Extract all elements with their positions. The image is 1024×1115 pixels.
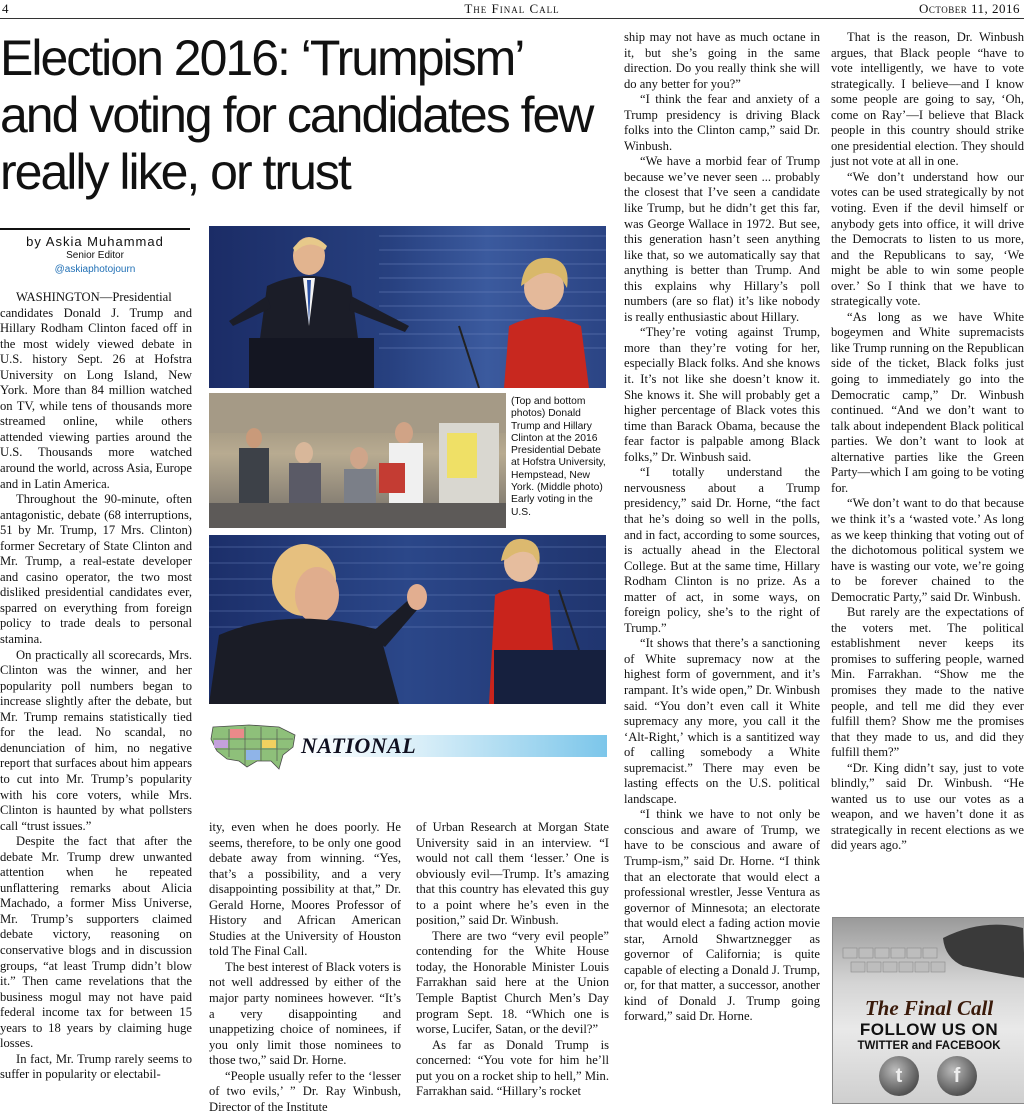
byline-role: Senior Editor <box>66 250 124 261</box>
paragraph: WASHINGTON—Presidential candidates Donald J. Trump and Hillary Rodham Clinton faced off in the most widely viewed debate in U.S. history Sept. 26 at Hofstra University on Long Island, New York. More than 84 million watched on TV, while tens of thousands more streamed online, while others attended viewing parties around the U.S. Thousands more watched around the world, across Asia, Europe and in Latin America. <box>0 290 193 491</box>
article-column-3 <box>416 820 609 1100</box>
byline <box>0 228 190 277</box>
paragraph: “We have a morbid fear of Trump because we’ve never seen ... probably the closest that I’ve seen a candidate like Trump, but he didn’t get this far, was George Wallace in 1972. But see, this generation hasn’t seen anything like that, so we automatically say that anything is better than Trump. And this explains why Hillary’s poll numbers (are so flat) it’s like nobody is really enthusiastic about Hillary. <box>624 154 820 324</box>
paragraph: “We don’t understand how our votes can be used strategically by not voting. Even if the devil himself or anybody gets into office, it will drive the Democrats to listen to us more, and the Republicans to say, ‘We might be able to win some people over.’ So I think that we have to strategically vote. <box>831 169 1024 309</box>
paragraph: of Urban Research at Morgan State University said in an interview. “I would not call them ‘lesser.’ One is obviously evil—Trump. It’s amazing that this country has elevated this guy to a point where he’s even in the position,” said Dr. Winbush. <box>416 820 609 928</box>
paragraph: Despite the fact that after the debate Mr. Trump drew unwanted attention when he repeated unflattering remarks about Alicia Machado, a former Miss Universe, Mr. Trump’s supporters claimed debate victory, reasoning on conservative blogs and in discussion groups, “at least Trump didn’t blow it.” Then came revelations that the business mogul may not have paid federal income tax for between 15 years to 18 years by claiming huge losses. <box>0 834 192 1051</box>
paragraph: “I think the fear and anxiety of a Trump presidency is driving Black folks into the Clinton camp,” said Dr. Winbush. <box>624 92 820 153</box>
follow-us-ad[interactable] <box>832 917 1024 1104</box>
paragraph: “They’re voting against Trump, more than they’re voting for her, especially Black folks. And she knows it. It’s not like she doesn’t know it. She knows it. She will probably get a higher percentage of Black votes this time than Barack Obama, because the fear factor is palpable among Black folks,” Dr. Winbush said. <box>624 325 820 464</box>
paragraph: “It shows that there’s a sanctioning of White supremacy now at the highest form of government, and it’s rampant. It’s wide open,” Dr. Winbush said. “You don’t even call it White supremacy any more, you call it the ‘Alt-Right,’ which is a santitized way of calling somebody a White supremacist.” There may even be lasting effects on the U.S. political landscape. <box>624 636 820 806</box>
page-number: 4 <box>2 1 9 16</box>
paragraph: The best interest of Black voters is not well addressed by either of the major party nominees however. “It’s a very disappointing and unappetizing choice of nominees, if you only limit those nominees to those two,” said Dr. Horne. <box>209 959 401 1068</box>
paragraph: Throughout the 90-minute, often antagonistic, debate (68 interruptions, 51 by Mr. Trump, 17 Mrs. Clinton) former Secretary of State Clinton and Mr. Trump, a real-estate developer and casino operator, the two most disliked presidential candidates ever, sparred on everything from foreign policy to trade deals to personal stamina. <box>0 492 192 647</box>
byline-author: by Askia Muhammad <box>26 234 164 249</box>
debate-photo-top-illustration <box>209 226 606 388</box>
article-column-1 <box>0 290 192 1083</box>
ad-brand-logo: The Final Call <box>864 996 994 1020</box>
paragraph: ship may not have as much octane in it, but she’s going in the same direction. Do you really think she will do any better for you?” <box>624 30 820 91</box>
paragraph: That is the reason, Dr. Winbush argues, that Black people “have to vote intelligently, we have to vote strategically. I believe—and I know some people are going to say, ‘Oh, come on Ray’—I believe that Black people in this country should strike one presidential election. They should just not vote at all in one. <box>831 30 1024 169</box>
ad-follow-line: FOLLOW US ON <box>859 1020 999 1039</box>
paragraph: “As long as we have White bogeymen and White supremacists like Trump running on the Republican side of the ticket, Black folks just going to immediately go into the Democratic camp,” Dr. Winbush continued. “And we don’t want to talk about independent Black political parties. We don’t want to look at alternative parties like the Green Party—which I am going to be voting for. <box>831 309 1024 495</box>
publication-name: The Final Call <box>464 1 560 16</box>
twitter-icon[interactable]: t <box>879 1056 919 1096</box>
paragraph: In fact, Mr. Trump rarely seems to suffer in popularity or electabil- <box>0 1051 192 1082</box>
keyboard-hand-illustration <box>833 918 1024 998</box>
early-voting-photo <box>209 393 506 528</box>
paragraph: But rarely are the expectations of the voters met. The political establishment never keeps its promises to suffering people, warned Min. Farrakhan. “Show me the promises they made to the native people, and tell me did they ever fulfill them? Show me the promises that they made to us, and did they fulfill them?” <box>831 605 1024 760</box>
headline: Election 2016: ‘Trumpism’ and voting for candidates few really like, or trust <box>0 30 593 200</box>
issue-date: October 11, 2016 <box>919 1 1020 16</box>
debate-photo-bottom-illustration <box>209 535 606 704</box>
photo-caption: (Top and bottom photos) Donald Trump and Hillary Clinton at the 2016 Presidential Debate at Hofstra University, Hempstead, New York. (Middle photo) Early voting in the U.S. <box>511 396 606 518</box>
article-column-2 <box>209 820 401 1115</box>
paragraph: “We don’t want to do that because we think it’s a ‘wasted vote.’ As long as we keep thinking that voting out of the dichotomous political system we have is wasting our vote, we’re going to be forever chained to the Democratic Party,” said Dr. Winbush. <box>831 496 1024 604</box>
running-header <box>0 0 1024 19</box>
paragraph: There are two “very evil people” contending for the White House today, the Honorable Minister Louis Farrakhan said here at the Union Temple Baptist Church Men’s Day program Sept. 18. “Which one is worse, Lucifer, Satan, or the devil?” <box>416 928 609 1037</box>
us-map-icon <box>209 717 299 775</box>
article-column-4 <box>624 30 820 1025</box>
debate-photo-top <box>209 226 606 388</box>
article-column-5 <box>831 30 1024 854</box>
paragraph: “People usually refer to the ‘lesser of two evils,’ ” Dr. Ray Winbush, Director of the Institute <box>209 1068 401 1114</box>
paragraph: “I totally understand the nervousness about a Trump presidency,” said Dr. Horne, “the fact that he’s doing so well in the polls, and in fact, according to some sources, is actually ahead in the Electoral College. But at the same time, Hillary Rodham Clinton is no prize. As a matter of act, in some ways, on foreign policy, she’s to the right of Trump.” <box>624 465 820 635</box>
byline-twitter-handle[interactable]: @askiaphotojourn <box>54 264 136 275</box>
debate-photo-bottom <box>209 535 606 704</box>
paragraph: ity, even when he does poorly. He seems, therefore, to be only one good debate away from winning. “Yes, that’s a possibility, and a very disappointing possibility at that,” Dr. Gerald Horne, Moores Professor of History and African American Studies at the University of Houston told The Final Call. <box>209 820 401 959</box>
section-banner-label: NATIONAL <box>301 733 417 758</box>
facebook-icon[interactable]: f <box>937 1056 977 1096</box>
early-voting-photo-illustration <box>209 393 506 528</box>
paragraph: “Dr. King didn’t say, just to vote blindly,” said Dr. Winbush. “He wanted us to use our votes as a weapon, and we haven’t done it as strategically in recent elections as we did years ago.” <box>831 760 1024 853</box>
section-banner-national <box>209 717 607 775</box>
ad-platforms-line: TWITTER and FACEBOOK <box>857 1040 1001 1052</box>
paragraph: On practically all scorecards, Mrs. Clinton was the winner, and her popularity poll numbers began to increase slightly after the debate, but Mr. Trump remains statistically tied for the lead. No scandal, no denunciation of him, no negative report that surfaces about him appears to cut into Mr. Trump’s popularity with his core voters, while Mrs. Clinton is haunted by what pollsters call “trust issues.” <box>0 647 192 833</box>
paragraph: As far as Donald Trump is concerned: “You vote for him he’ll put you on a rocket ship to hell,” Min. Farrakhan said. “Hillary’s rocket <box>416 1037 609 1099</box>
paragraph: “I think we have to not only be conscious and aware of Trump, we have to be conscious and aware of Trump-ism,” said Dr. Horne. “I think that an electorate that would elect a professional wrestler, Jesse Ventura as governor of Minnesota; an electorate that would elect a fading action movie star, Arnold Shwartznegger as governor of California; is quite capable of electing a Donald J. Trump, or, for that matter, a successor, another kind of Donald J. Trump going forward,” said Dr. Horne. <box>624 807 820 1024</box>
